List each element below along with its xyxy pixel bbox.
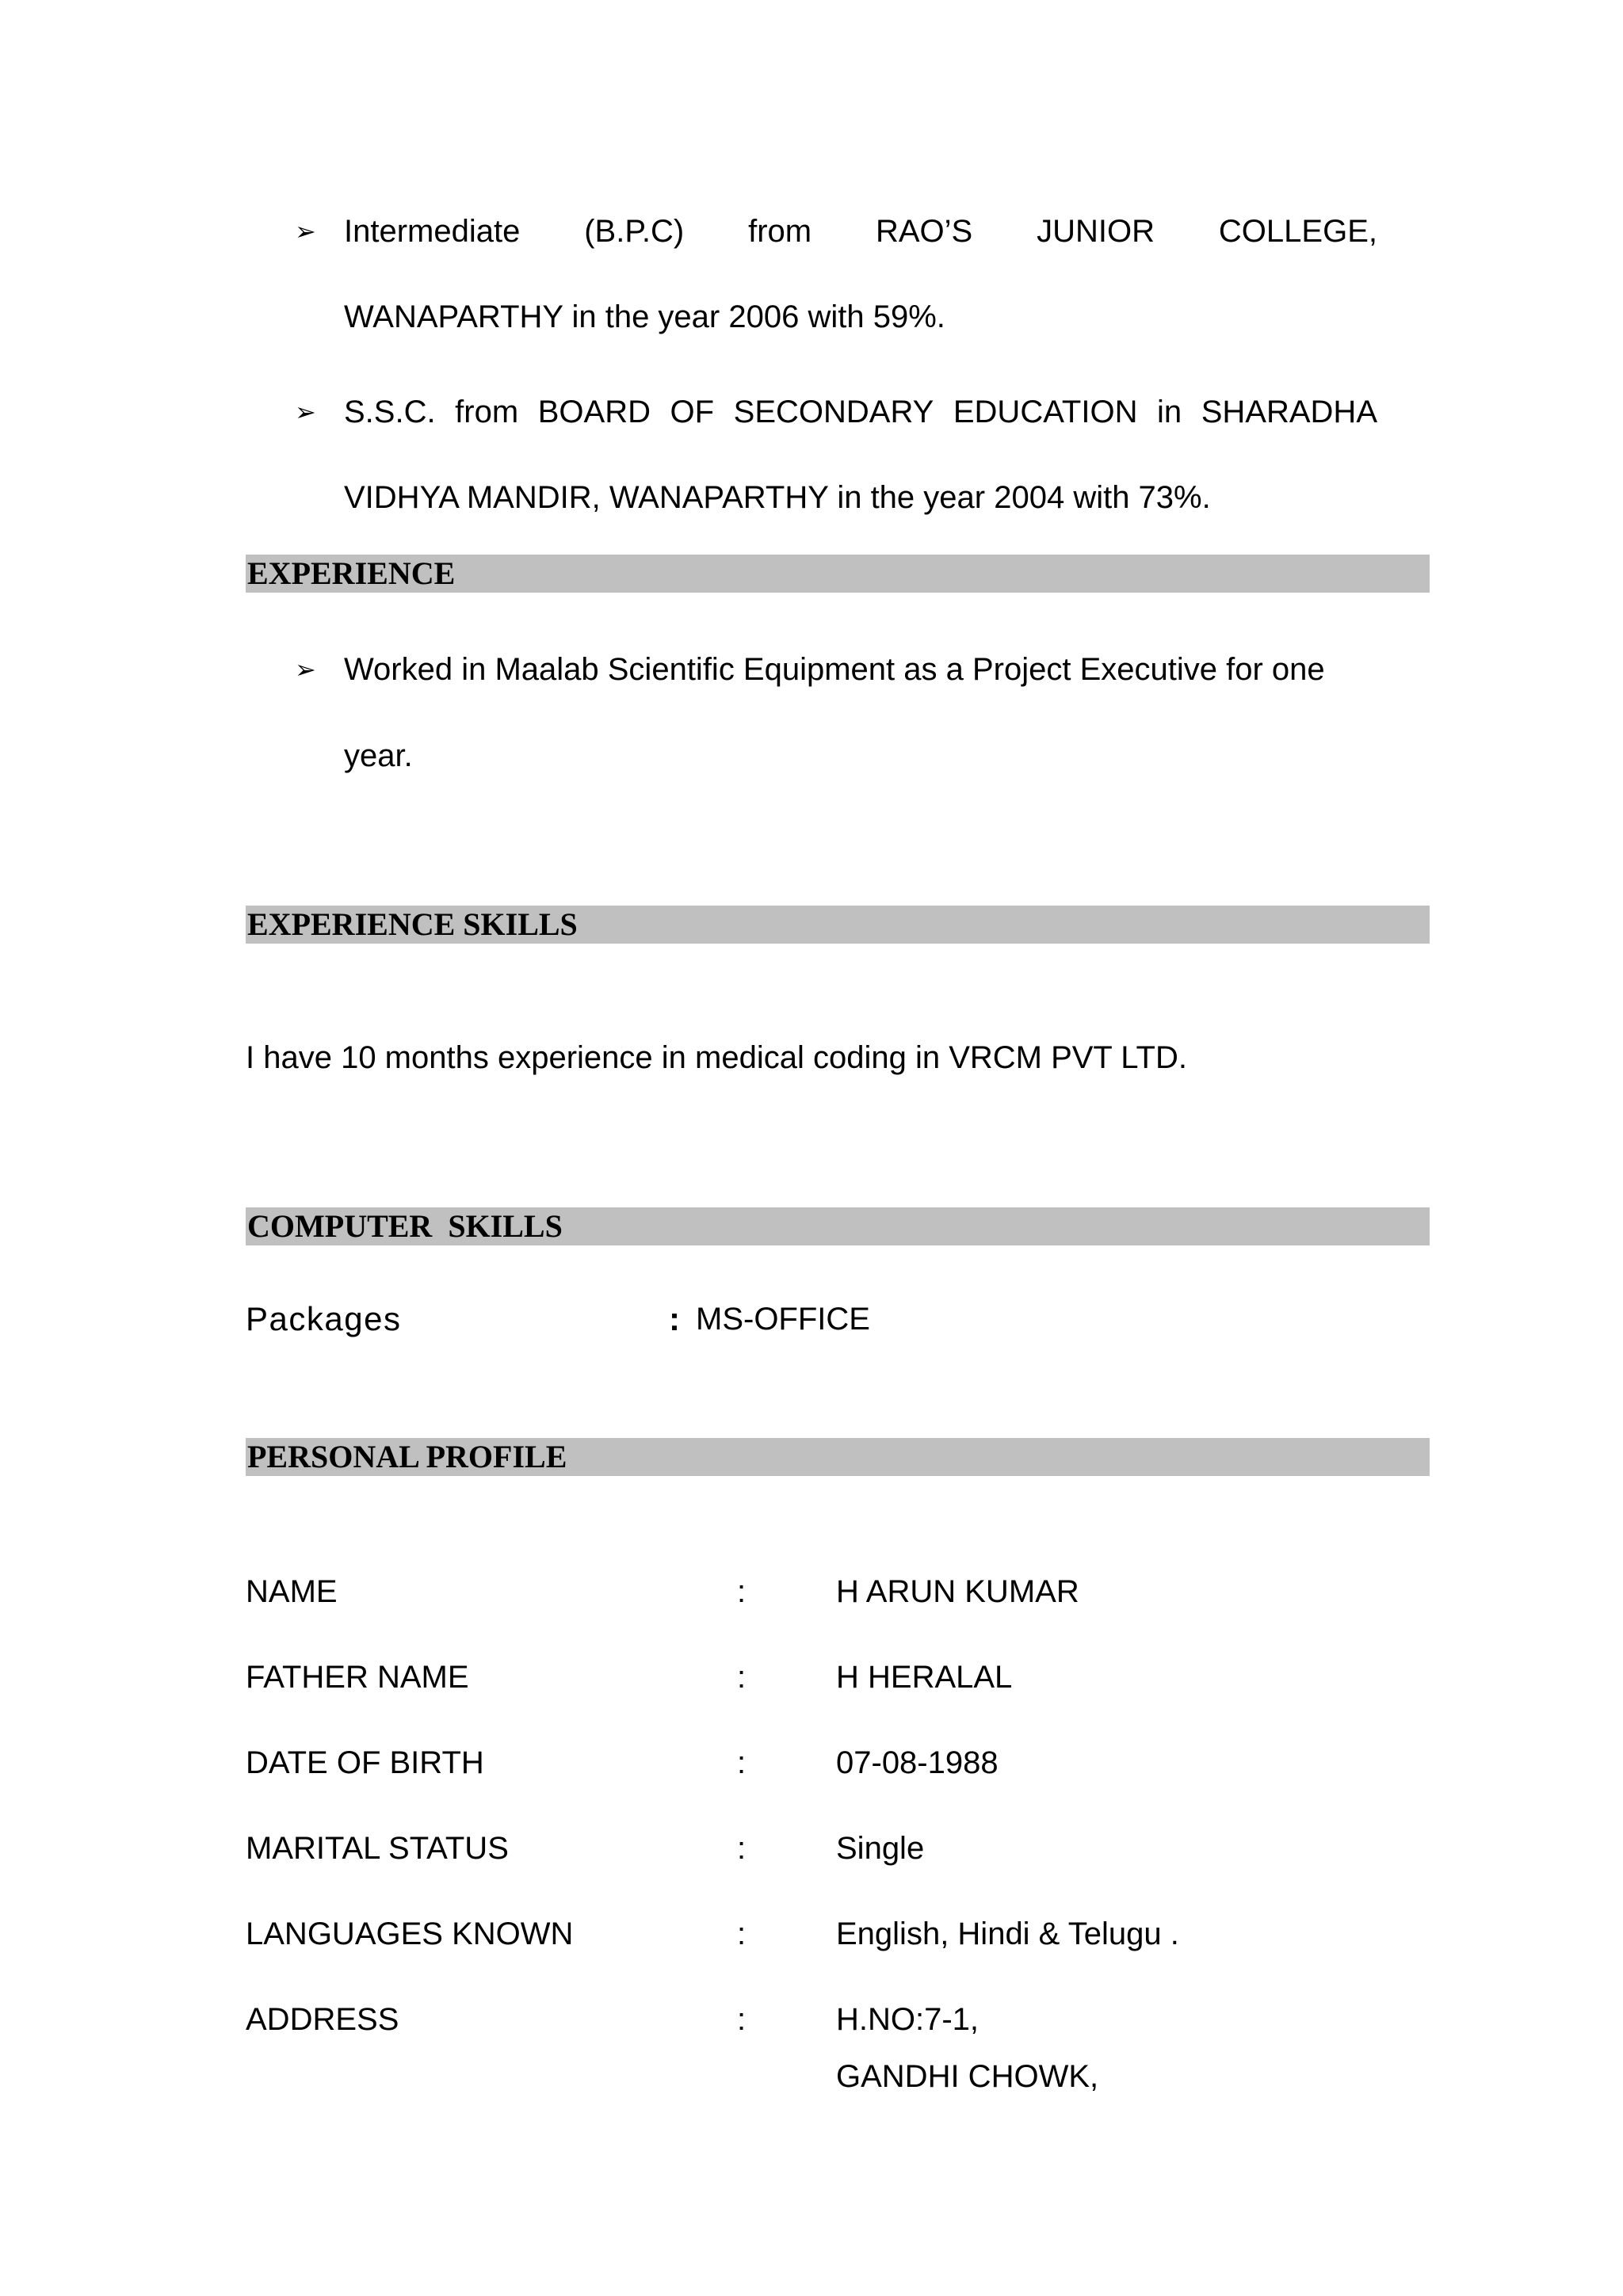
- education-item-1-line1: [344, 215, 1377, 247]
- profile-label-address: ADDRESS: [246, 2002, 399, 2037]
- word: OF: [670, 395, 715, 429]
- word: COLLEGE,: [1218, 214, 1377, 249]
- profile-label-date-of-birth: DATE OF BIRTH: [246, 1745, 484, 1780]
- word: SHARADHA: [1201, 395, 1377, 429]
- profile-label-name: NAME: [246, 1574, 338, 1609]
- word: S.S.C.: [344, 395, 436, 429]
- profile-value-address-line2: GANDHI CHOWK,: [836, 2059, 1099, 2094]
- word: Intermediate: [344, 214, 521, 249]
- profile-colon: :: [737, 1917, 747, 1951]
- profile-value-languages-known: English, Hindi & Telugu .: [836, 1917, 1179, 1951]
- arrow-bullet-icon: ➢: [295, 397, 316, 427]
- experience-line1: Worked in Maalab Scientific Equipment as a Project Executive for one: [344, 652, 1325, 687]
- profile-colon: :: [737, 1660, 747, 1695]
- word: SECONDARY: [733, 395, 934, 429]
- section-title: EXPERIENCE SKILLS: [247, 906, 578, 942]
- profile-colon: :: [737, 1574, 747, 1609]
- education-item-2-line1: [344, 396, 1377, 428]
- profile-label-languages-known: LANGUAGES KNOWN: [246, 1917, 574, 1951]
- experience-line2: year.: [344, 738, 413, 773]
- packages-colon: :: [669, 1300, 680, 1337]
- experience-skills-text: I have 10 months experience in medical coding in VRCM PVT LTD.: [246, 1040, 1187, 1075]
- arrow-bullet-icon: ➢: [295, 654, 316, 685]
- profile-value-father-name: H HERALAL: [836, 1660, 1013, 1695]
- word: JUNIOR: [1037, 214, 1155, 249]
- education-item-2-line2: VIDHYA MANDIR, WANAPARTHY in the year 2004 with 73%.: [344, 480, 1211, 515]
- section-title: EXPERIENCE: [247, 555, 456, 591]
- word: from: [748, 214, 812, 249]
- packages-label: Packages: [246, 1300, 402, 1337]
- word: from: [455, 395, 519, 429]
- section-header-experience: [246, 555, 1430, 593]
- profile-colon: :: [737, 1831, 747, 1866]
- section-title: COMPUTER SKILLS: [247, 1208, 563, 1244]
- arrow-bullet-icon: ➢: [295, 216, 316, 246]
- profile-value-name: H ARUN KUMAR: [836, 1574, 1079, 1609]
- profile-value-date-of-birth: 07-08-1988: [836, 1745, 999, 1780]
- profile-colon: :: [737, 2002, 747, 2037]
- word: RAO’S: [875, 214, 973, 249]
- profile-label-marital-status: MARITAL STATUS: [246, 1831, 509, 1866]
- profile-value-marital-status: Single: [836, 1831, 925, 1866]
- profile-label-father-name: FATHER NAME: [246, 1660, 469, 1695]
- profile-colon: :: [737, 1745, 747, 1780]
- word: (B.P.C): [584, 214, 685, 249]
- word: EDUCATION: [953, 395, 1138, 429]
- word: BOARD: [537, 395, 651, 429]
- education-item-1-line2: WANAPARTHY in the year 2006 with 59%.: [344, 299, 945, 334]
- section-header-computer-skills: [246, 1207, 1430, 1245]
- section-header-experience-skills: [246, 906, 1430, 944]
- section-title: PERSONAL PROFILE: [247, 1439, 567, 1474]
- profile-value-address-line1: H.NO:7-1,: [836, 2002, 980, 2037]
- section-header-personal-profile: [246, 1438, 1430, 1476]
- word: in: [1157, 395, 1182, 429]
- packages-value: MS-OFFICE: [696, 1302, 870, 1337]
